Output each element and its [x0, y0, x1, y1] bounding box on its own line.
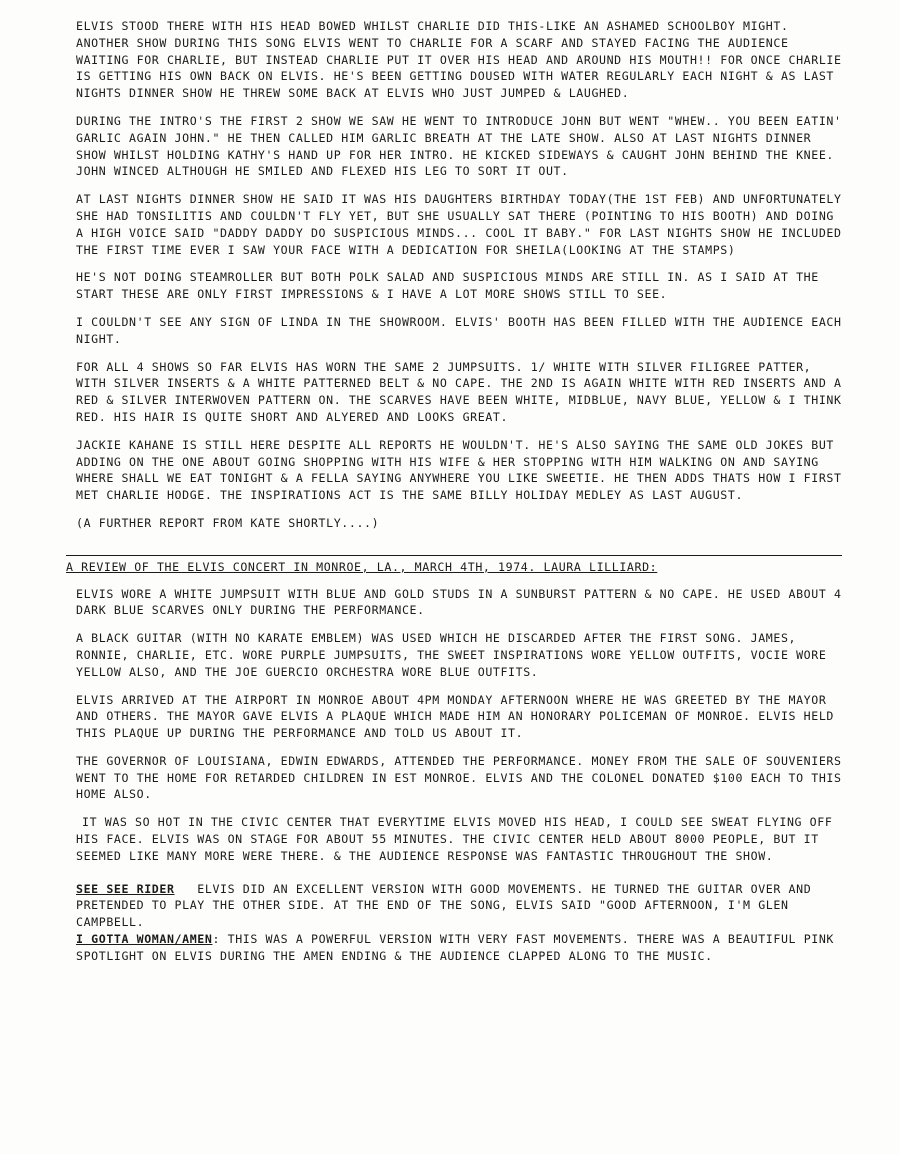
paragraph-jumpsuit: ELVIS WORE A WHITE JUMPSUIT WITH BLUE AND GOLD STUDS IN A SUNBURST PATTERN & NO CAPE. HE USED ABOUT 4 DARK BLUE SCARVES ONLY DURING THE PERFORMANCE. — [76, 586, 842, 618]
paragraph-guitar: A BLACK GUITAR (WITH NO KARATE EMBLEM) WAS USED WHICH HE DISCARDED AFTER THE FIRST SONG. JAMES, RONNIE, CHARLIE, ETC. WORE PURPLE JUMPSUITS, THE SWEET INSPIRATIONS WORE YELLOW OUTFITS, VOCIE WORE YELLOW ALSO, AND THE JOE GUERCIO ORCHESTRA WORE BLUE OUTFITS. — [76, 631, 827, 679]
paragraph-governor: THE GOVERNOR OF LOUISIANA, EDWIN EDWARDS, ATTENDED THE PERFORMANCE. MONEY FROM THE SALE OF SOUVENIERS WENT TO THE HOME FOR RETARDED CHILDREN IN EST MONROE. ELVIS AND THE COLONEL DONATED $100 EACH TO THIS HOME ALSO. — [76, 753, 842, 802]
paragraph-jackie-kahane: JACKIE KAHANE IS STILL HERE DESPITE ALL REPORTS HE WOULDN'T. HE'S ALSO SAYING THE SAME OLD JOKES BUT ADDING ON THE ONE ABOUT GOING SHOPPING WITH HIS WIFE & HER STOPPING WITH HIM WALKING ON AND SAYING WHERE SHALL WE EAT TONIGHT & A FELLA SAYING ANYWHERE YOU LIKE SWEETIE. HE THEN ADDS THATS HOW I FIRST MET CHARLIE HODGE. THE INSPIRATIONS ACT IS THE SAME BILLY HOLIDAY MEDLEY AS LAST AUGUST. — [76, 437, 842, 503]
paragraph-jumpsuits: FOR ALL 4 SHOWS SO FAR ELVIS HAS WORN THE SAME 2 JUMPSUITS. 1/ WHITE WITH SILVER FILIGREE PATTER, WITH SILVER INSERTS & A WHITE PATTERNED BELT & NO CAPE. THE 2ND IS AGAIN WHITE WITH RED INSERTS AND A RED & SILVER INTERWOVEN PATTERN ON. THE SCARVES HAVE BEEN WHITE, MIDBLUE, NAVY BLUE, YELLOW & I THINK RED. HIS HAIR IS QUITE SHORT AND ALYERED AND LOOKS GREAT. — [76, 359, 842, 424]
paragraph-daughter-birthday: AT LAST NIGHTS DINNER SHOW HE SAID IT WAS HIS DAUGHTERS BIRTHDAY TODAY(THE 1ST FEB) AND UNFORTUNATELY SHE HAD TONSILITIS AND COULDN'T FLY YET, BUT SHE USUALLY SAT THERE (POINTING TO HIS BOOTH) AND DOING A HIGH VOICE SAID "DADDY DADDY DO SUSPICIOUS MINDS... COOL IT BABY." FOR LAST NIGHTS SHOW HE INCLUDED THE FIRST TIME EVER I SAW YOUR FACE WITH A DEDICATION FOR SHEILA(LOOKING AT THE STAMPS) — [76, 192, 842, 257]
review-section — [66, 555, 842, 965]
song-entry — [76, 881, 842, 931]
song-notes: : THIS WAS A POWERFUL VERSION WITH VERY FAST MOVEMENTS. THERE WAS A BEAUTIFUL PINK SPOTLIGHT ON ELVIS DURING THE AMEN ENDING & THE AUDIENCE CLAPPED ALONG TO THE MUSIC. — [76, 932, 835, 963]
paragraph-showroom: I COULDN'T SEE ANY SIGN OF LINDA IN THE SHOWROOM. ELVIS' BOOTH HAS BEEN FILLED WITH THE AUDIENCE EACH NIGHT. — [76, 314, 842, 346]
paragraph-charlie-scarf: ELVIS STOOD THERE WITH HIS HEAD BOWED WHILST CHARLIE DID THIS-LIKE AN ASHAMED SCHOOLBOY MIGHT. ANOTHER SHOW DURING THIS SONG ELVIS WENT TO CHARLIE FOR A SCARF AND STAYED FACING THE AUDIENCE WAITING FOR CHARLIE, BUT INSTEAD CHARLIE PUT IT OVER HIS HEAD AND AROUND HIS MOUTH!! FOR ONCE CHARLIE IS GETTING HIS OWN BACK ON ELVIS. HE'S BEEN GETTING DOUSED WITH WATER REGULARLY EACH NIGHT & AS LAST NIGHTS DINNER SHOW HE THREW SOME BACK AT ELVIS WHO JUST JUMPED & LAUGHED. — [76, 19, 842, 101]
review-heading-text: A REVIEW OF THE ELVIS CONCERT IN MONROE, LA., MARCH 4TH, 1974. LAURA LILLIARD: — [66, 559, 658, 574]
song-entry — [76, 931, 842, 965]
song-title: I GOTTA WOMAN/AMEN — [76, 932, 213, 947]
review-heading — [66, 555, 842, 576]
song-title: SEE SEE RIDER — [76, 881, 175, 896]
paragraph-airport: ELVIS ARRIVED AT THE AIRPORT IN MONROE ABOUT 4PM MONDAY AFTERNOON WHERE HE WAS GREETED BY THE MAYOR AND OTHERS. THE MAYOR GAVE ELVIS A PLAQUE WHICH MADE HIM AN HONORARY POLICEMAN OF MONROE. ELVIS HELD THIS PLAQUE UP DURING THE PERFORMANCE AND TOLD US ABOUT IT. — [76, 692, 835, 741]
first-report-section — [76, 18, 842, 532]
paragraph-further-report: (A FURTHER REPORT FROM KATE SHORTLY....) — [76, 515, 380, 530]
paragraph-intros: DURING THE INTRO'S THE FIRST 2 SHOW WE SAW HE WENT TO INTRODUCE JOHN BUT WENT "WHEW.. YOU BEEN EATIN' GARLIC AGAIN JOHN." HE THEN CALLED HIM GARLIC BREATH AT THE LATE SHOW. ALSO AT LAST NIGHTS DINNER SHOW WHILST HOLDING KATHY'S HAND UP FOR HER INTRO. HE KICKED SIDEWAYS & CAUGHT JOHN BEHIND THE KNEE. JOHN WINCED ALTHOUGH HE SMILED AND FLEXED HIS LEG TO SORT IT OUT. — [76, 113, 842, 179]
song-notes: ELVIS DID AN EXCELLENT VERSION WITH GOOD MOVEMENTS. HE TURNED THE GUITAR OVER AND PRETENDED TO PLAY THE OTHER SIDE. AT THE END OF THE SONG, ELVIS SAID "GOOD AFTERNOON, I'M GLEN CAMPBELL. — [76, 881, 812, 930]
paragraph-setlist: HE'S NOT DOING STEAMROLLER BUT BOTH POLK SALAD AND SUSPICIOUS MINDS ARE STILL IN. AS I SAID AT THE START THESE ARE ONLY FIRST IMPRESSIONS & I HAVE A LOT MORE SHOWS STILL TO SEE. — [76, 270, 819, 302]
paragraph-civic-center: IT WAS SO HOT IN THE CIVIC CENTER THAT EVERYTIME ELVIS MOVED HIS HEAD, I COULD SEE SWEAT FLYING OFF HIS FACE. ELVIS WAS ON STAGE FOR ABOUT 55 MINUTES. THE CIVIC CENTER HELD ABOUT 8000 PEOPLE, BUT IT SEEMED LIKE MANY MORE WERE THERE. & THE AUDIENCE RESPONSE WAS FANTASTIC THROUGHOUT THE SHOW. — [76, 815, 833, 863]
